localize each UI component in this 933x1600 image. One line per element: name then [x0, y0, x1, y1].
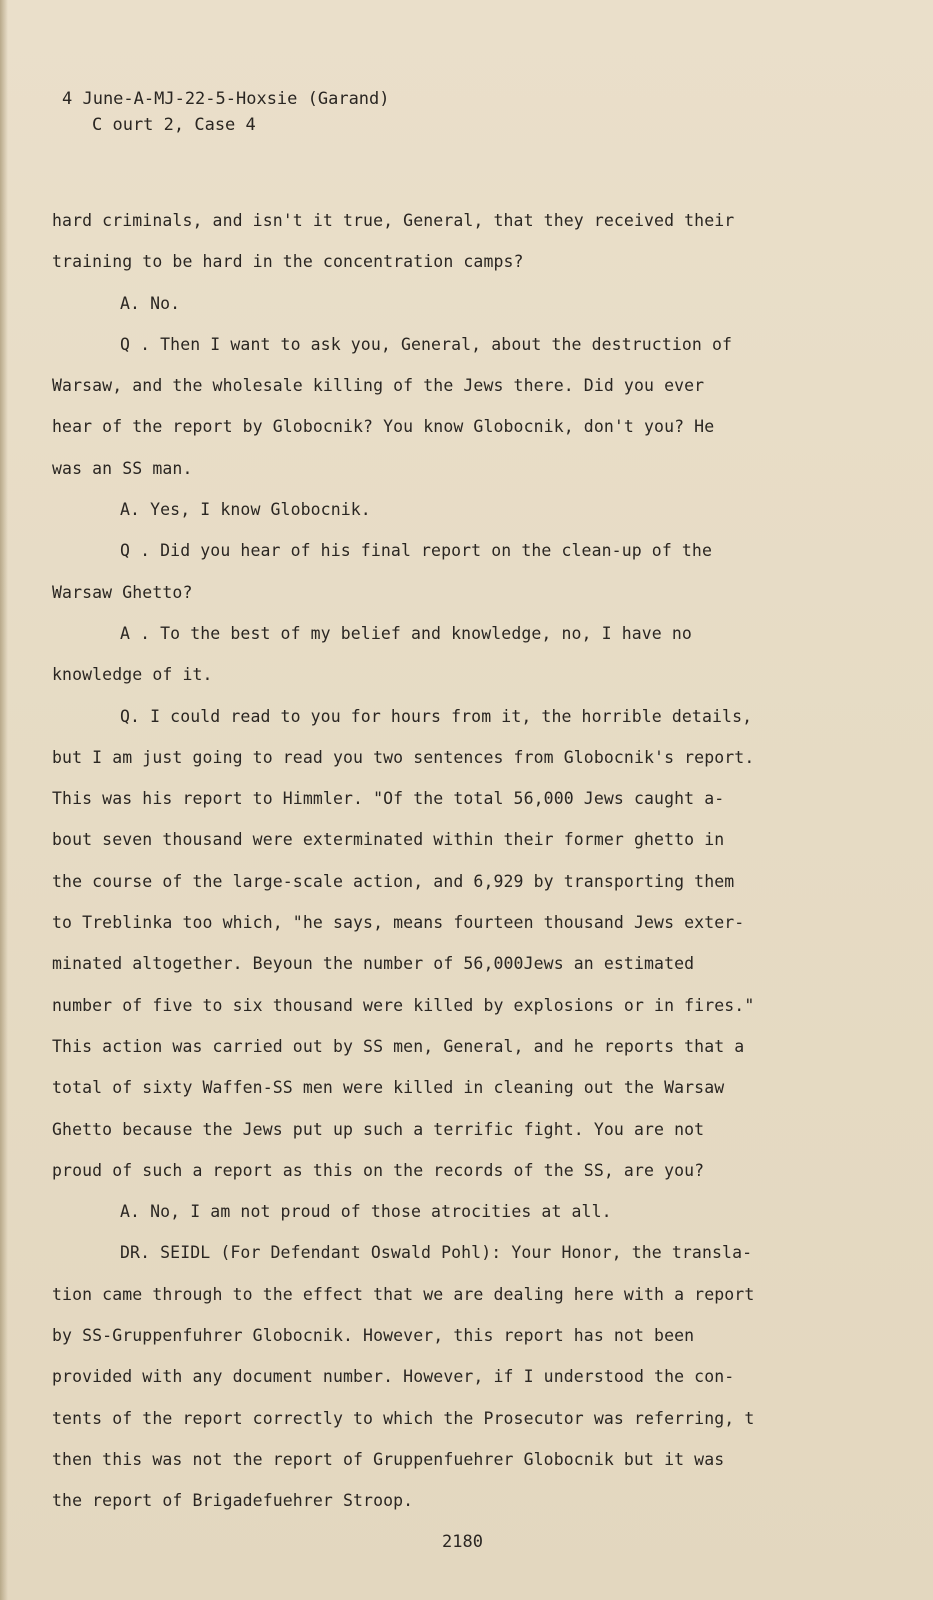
- transcript-line: bout seven thousand were exterminated within their former ghetto in: [52, 830, 725, 850]
- transcript-line: the course of the large-scale action, and 6,929 by transporting them: [52, 871, 735, 891]
- transcript-line: but I am just going to read you two sentences from Globocnik's report.: [52, 747, 755, 767]
- transcript-line: Warsaw Ghetto?: [52, 582, 193, 602]
- page-number: 2180: [442, 1532, 483, 1552]
- transcript-line: A . To the best of my belief and knowledge, no, I have no: [120, 623, 692, 643]
- transcript-line: hear of the report by Globocnik? You know Globocnik, don't you? He: [52, 417, 715, 437]
- transcript-line: hard criminals, and isn't it true, General, that they received their: [52, 211, 735, 230]
- transcript-body: [52, 200, 912, 1522]
- header-session-line: 4 June-A-MJ-22-5-Hoxsie (Garand): [62, 89, 390, 109]
- transcript-line: training to be hard in the concentration camps?: [52, 252, 524, 272]
- transcript-line: tents of the report correctly to which the Prosecutor was referring, t: [52, 1408, 755, 1428]
- document-header: [62, 86, 390, 138]
- transcript-line: DR. SEIDL (For Defendant Oswald Pohl): Your Honor, the transla-: [120, 1243, 753, 1263]
- transcript-line: minated altogether. Beyoun the number of 56,000Jews an estimated: [52, 954, 695, 974]
- transcript-line: Warsaw, and the wholesale killing of the Jews there. Did you ever: [52, 376, 705, 396]
- header-court-line: C ourt 2, Case 4: [92, 115, 256, 135]
- transcript-line: A. No, I am not proud of those atrocities at all.: [120, 1202, 612, 1222]
- transcript-line: by SS-Gruppenfuhrer Globocnik. However, this report has not been: [52, 1326, 695, 1346]
- transcript-line: number of five to six thousand were killed by explosions or in fires.": [52, 995, 755, 1015]
- transcript-line: total of sixty Waffen-SS men were killed in cleaning out the Warsaw: [52, 1078, 725, 1098]
- transcript-line: This action was carried out by SS men, General, and he reports that a: [52, 1036, 745, 1056]
- transcript-line: This was his report to Himmler. "Of the total 56,000 Jews caught a-: [52, 789, 725, 809]
- transcript-line: provided with any document number. However, if I understood the con-: [52, 1367, 735, 1387]
- transcript-line: was an SS man.: [52, 458, 193, 478]
- transcript-line: Q. I could read to you for hours from it, the horrible details,: [120, 706, 753, 726]
- transcript-line: A. Yes, I know Globocnik.: [120, 500, 371, 520]
- transcript-line: Q . Then I want to ask you, General, about the destruction of: [120, 334, 733, 354]
- transcript-line: knowledge of it.: [52, 665, 213, 685]
- transcript-line: to Treblinka too which, "he says, means fourteen thousand Jews exter-: [52, 913, 745, 933]
- transcript-line: proud of such a report as this on the records of the SS, are you?: [52, 1160, 705, 1180]
- transcript-line: Ghetto because the Jews put up such a terrific fight. You are not: [52, 1119, 705, 1139]
- transcript-line: Q . Did you hear of his final report on the clean-up of the: [120, 541, 712, 561]
- transcript-line: the report of Brigadefuehrer Stroop.: [52, 1491, 414, 1511]
- transcript-line: then this was not the report of Gruppenfuehrer Globocnik but it was: [52, 1449, 725, 1469]
- transcript-line: A. No.: [120, 293, 181, 313]
- transcript-line: tion came through to the effect that we are dealing here with a report: [52, 1284, 755, 1304]
